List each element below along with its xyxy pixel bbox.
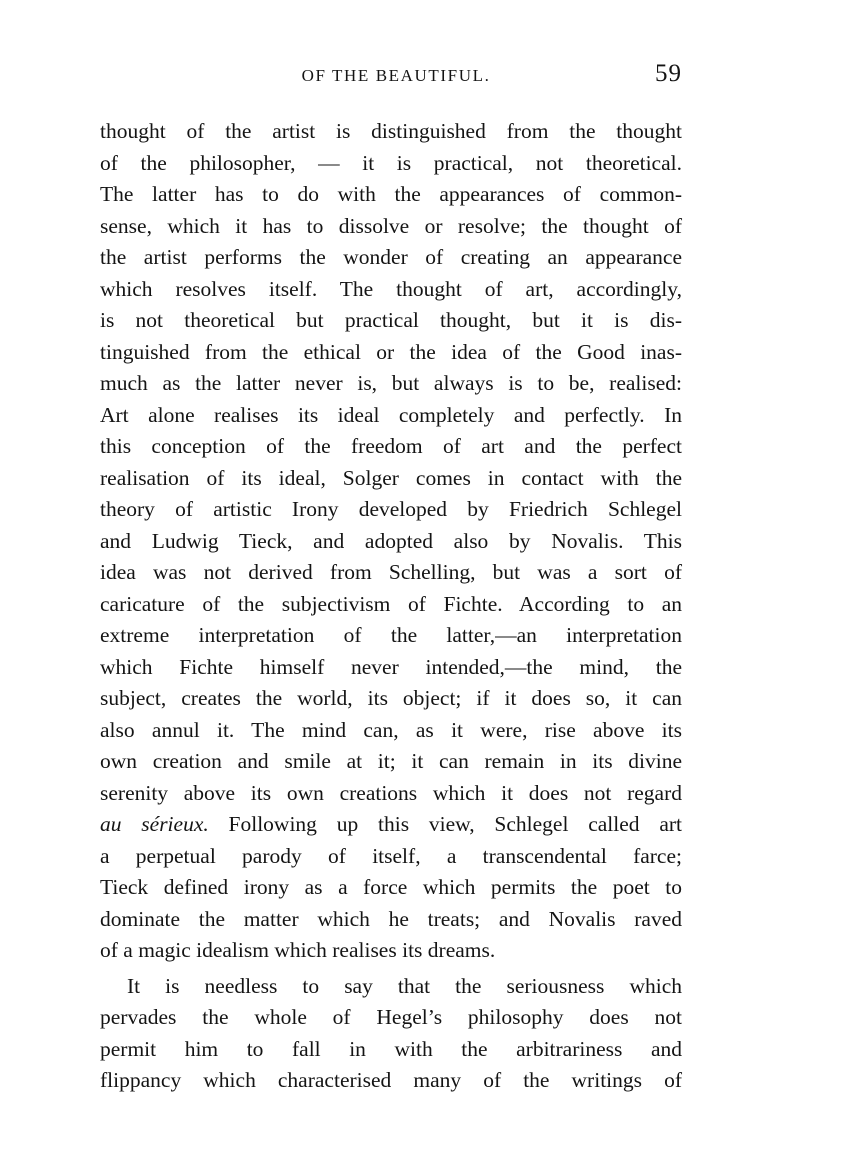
text-line: dominate the matter which he treats; and Novalis raved: [100, 906, 682, 931]
text-line: Art alone realises its ideal completely and perfectly. In: [100, 402, 682, 427]
text-line: pervades the whole of Hegel’s philosophy does not: [100, 1005, 682, 1029]
text-line: which resolves itself. The thought of art, accordingly,: [100, 276, 682, 301]
text-line: Tieck defined irony as a force which permits the poet to: [100, 875, 682, 899]
text-line: is not theoretical but practical thought, but it is dis-: [100, 308, 682, 332]
italic-phrase: au sérieux.: [100, 812, 209, 836]
text-line: this conception of the freedom of art and the perfect: [100, 434, 682, 458]
text-line: serenity above its own creations which it does not regard: [100, 780, 682, 805]
text-line: of the philosopher, — it is practical, not theoretical.: [100, 150, 682, 175]
text-line: realisation of its ideal, Solger comes in contact with the: [100, 465, 682, 490]
text-line: tinguished from the ethical or the idea of the Good inas-: [100, 339, 682, 364]
text-line: flippancy which characterised many of the writings of: [100, 1068, 682, 1092]
text-line: The latter has to do with the appearances of common-: [100, 182, 682, 206]
paragraph-1: [100, 116, 682, 967]
page-number: 59: [655, 60, 682, 87]
text-line: much as the latter never is, but always is to be, realised:: [100, 371, 682, 395]
text-line: extreme interpretation of the latter,—an interpretation: [100, 623, 682, 647]
text-line: of a magic idealism which realises its dreams.: [100, 938, 496, 962]
text-line: a perpetual parody of itself, a transcendental farce;: [100, 843, 682, 868]
text-line: theory of artistic Irony developed by Friedrich Schlegel: [100, 497, 682, 521]
text-line: which Fichte himself never intended,—the mind, the: [100, 654, 682, 679]
text-line: permit him to fall in with the arbitrariness and: [100, 1036, 682, 1061]
body-text: [100, 116, 682, 1097]
running-title: OF THE BEAUTIFUL.: [301, 66, 491, 85]
text-line: idea was not derived from Schelling, but was a sort of: [100, 560, 682, 584]
text-line: the artist performs the wonder of creating an appearance: [100, 245, 682, 269]
text-line: It is needless to say that the seriousness which: [127, 973, 682, 998]
text-line-with-italic: [100, 809, 682, 841]
paragraph-2: [100, 971, 682, 1097]
text-line: subject, creates the world, its object; if it does so, it can: [100, 686, 682, 710]
text-line: own creation and smile at it; it can remain in its divine: [100, 749, 682, 773]
running-head: [100, 60, 682, 94]
text-line: caricature of the subjectivism of Fichte. According to an: [100, 591, 682, 616]
text-line: thought of the artist is distinguished from the thought: [100, 119, 682, 143]
text-segment: Following up this view, Schlegel called art: [208, 812, 682, 836]
text-line: sense, which it has to dissolve or resolve; the thought of: [100, 213, 682, 238]
text-line: and Ludwig Tieck, and adopted also by Novalis. This: [100, 528, 682, 553]
text-line: also annul it. The mind can, as it were, rise above its: [100, 717, 682, 742]
